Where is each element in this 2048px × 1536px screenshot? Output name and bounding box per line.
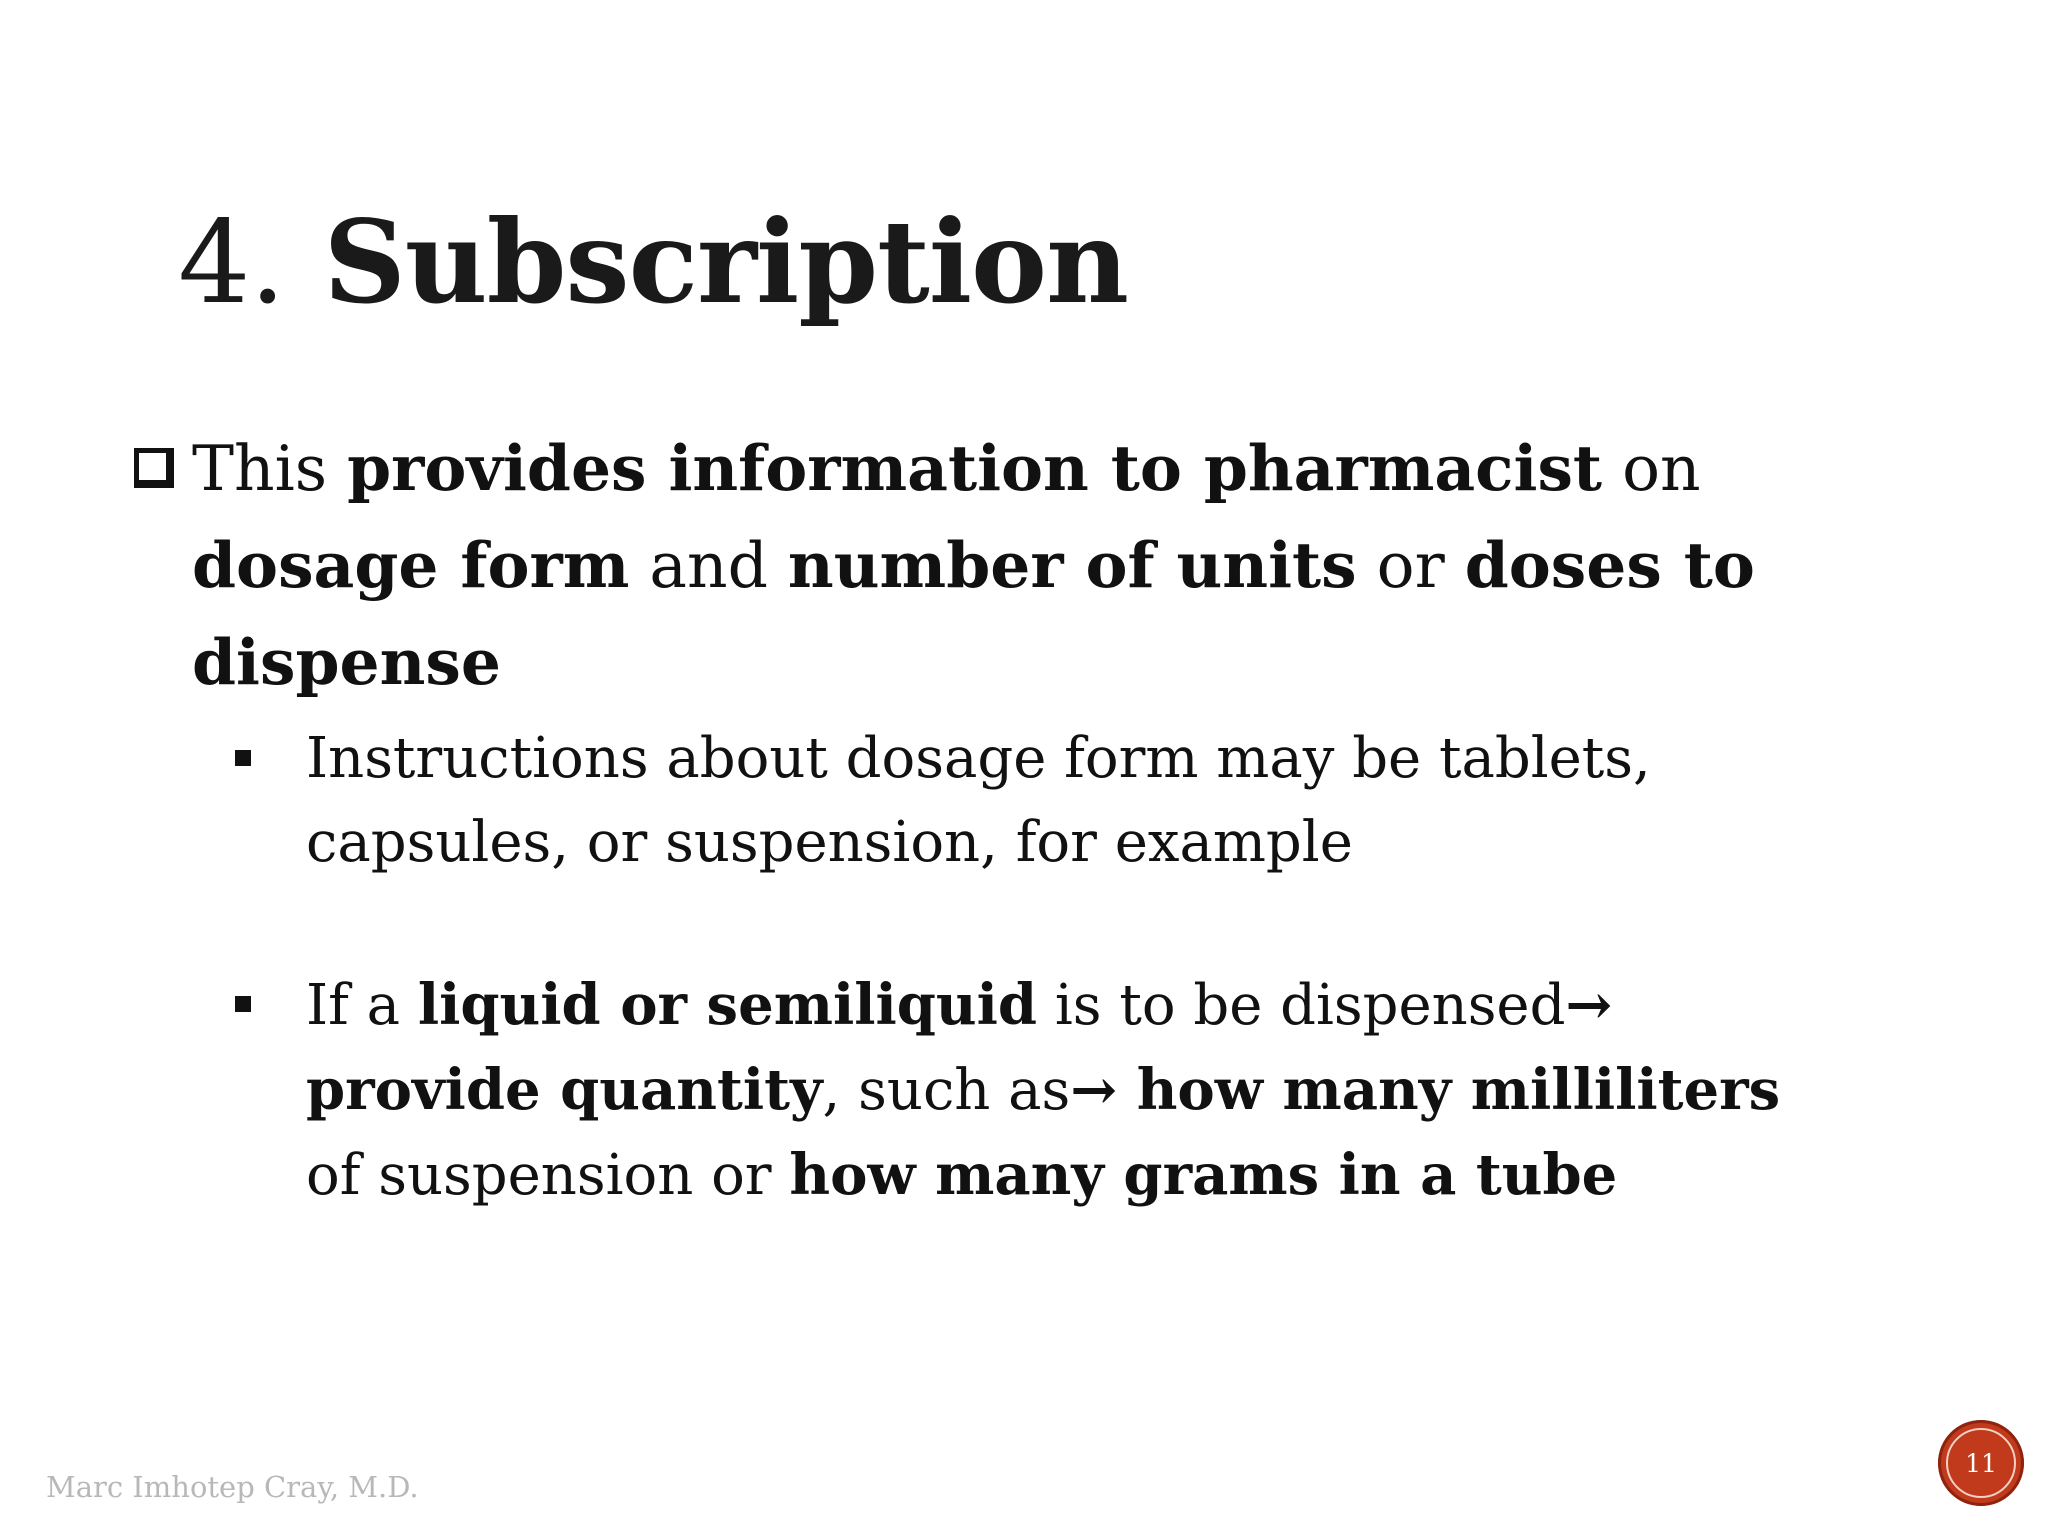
- footer-author: Marc Imhotep Cray, M.D.: [46, 1470, 419, 1504]
- main-bullet-text-3: and: [629, 529, 788, 602]
- slide-title-text: Subscription: [323, 195, 1128, 329]
- page-number-badge: [1938, 1420, 2024, 1506]
- sub-bullet-text-4: of suspension or: [306, 1143, 790, 1208]
- main-bullet-bold-1: provides information to pharmacist: [347, 431, 1603, 505]
- main-bullet-text-2: on: [1602, 432, 1701, 505]
- slide-title: [178, 195, 1128, 329]
- sub-bullet-bold-4: how many grams in a tube: [789, 1142, 1618, 1208]
- sub-bullet-item: [132, 963, 1846, 1218]
- main-bullet-bold-3: number of units: [787, 528, 1357, 602]
- slide-title-number: 4.: [178, 196, 285, 329]
- sub-bullet-bold-1: liquid or semiliquid: [417, 972, 1038, 1038]
- arrow-right-icon: →: [1565, 972, 1613, 1038]
- main-bullet-text-1: This: [192, 432, 348, 505]
- main-bullet-bold-4: doses to dispense: [192, 528, 1755, 699]
- checkbox-square-icon: [134, 448, 174, 488]
- sub-bullet-bold-2: provide quantity: [306, 1057, 823, 1123]
- main-bullet-text-4: or: [1356, 529, 1465, 602]
- sub-bullet-item: [132, 717, 1846, 885]
- page-number: 11: [1946, 1428, 2016, 1498]
- sub-bullet-bold-3: how many milliliters: [1136, 1057, 1781, 1123]
- main-bullet: [132, 420, 1912, 711]
- main-bullet-bold-2: dosage form: [192, 528, 630, 602]
- square-bullet-icon: [235, 996, 251, 1012]
- square-bullet-icon: [235, 750, 251, 766]
- arrow-right-icon: →: [1070, 1057, 1137, 1123]
- sub-bullet-text-2: is to be dispensed: [1037, 973, 1566, 1038]
- sub-bullet-list: [132, 717, 1892, 1218]
- sub-bullet-text: Instructions about dosage form may be tablets, capsules, or suspension, for example: [306, 726, 1651, 875]
- sub-bullet-text-1: If a: [306, 973, 418, 1038]
- slide-content: [132, 420, 1892, 1218]
- sub-bullet-text-3: , such as: [822, 1058, 1071, 1123]
